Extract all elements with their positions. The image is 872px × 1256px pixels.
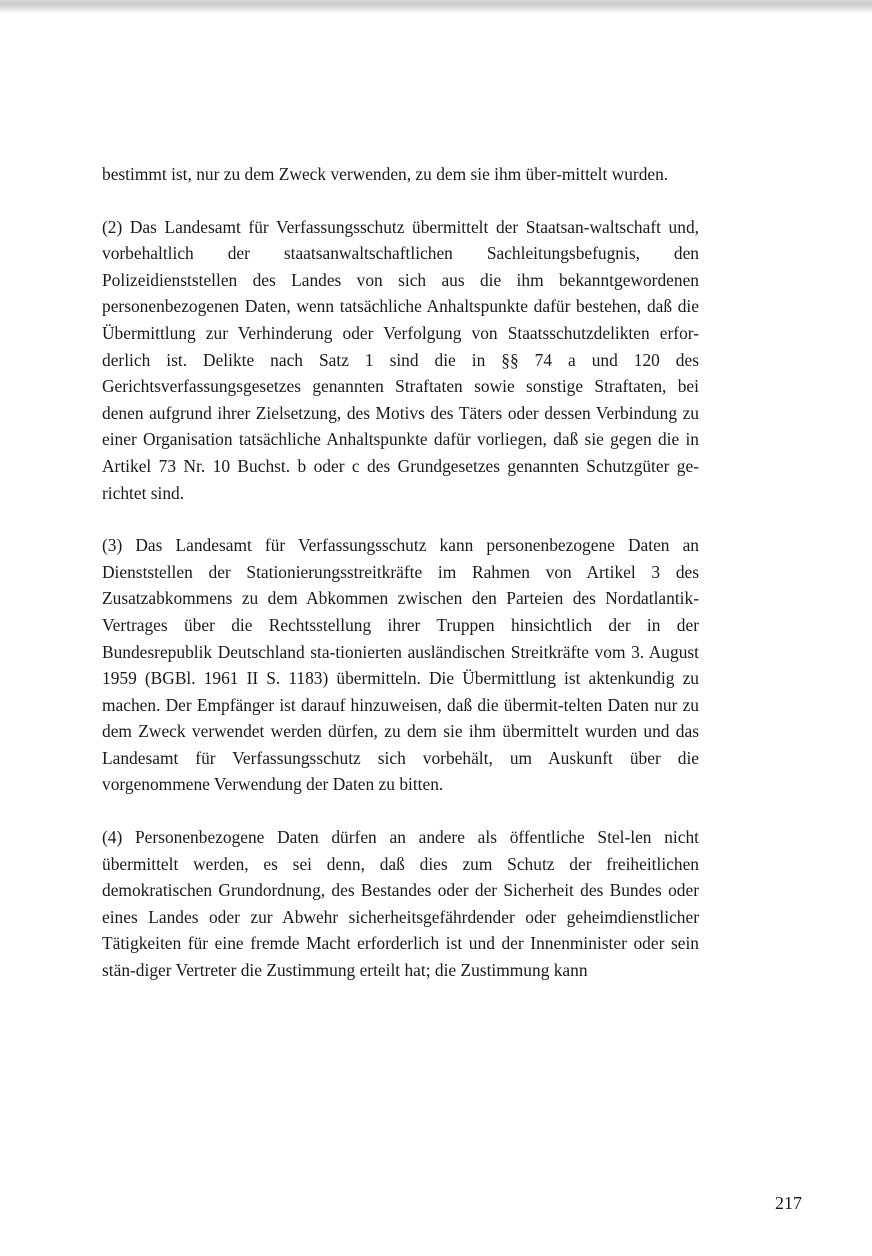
paragraph-section-3: (3) Das Landesamt für Verfassungsschutz kann personenbezogene Daten an Dienststellen der Stationierungsstreitkräfte im Rahmen von Artikel 3 des Zusatzabkommens zu dem Abkommen zwischen den Parteien des Nordatlantik-Vertrages über die Rechtsstellung ihrer Truppen hinsichtlich der in der Bundesrepublik Deutschland sta-tionierten ausländischen Streitkräfte vom 3. August 1959 (BGBl. 1961 II S. 1183) übermitteln. Die Übermittlung ist aktenkundig zu machen. Der Empfänger ist darauf hinzuweisen, daß die übermit-telten Daten nur zu dem Zweck verwendet werden dürfen, zu dem sie ihm übermittelt wurden und das Landesamt für Verfassungsschutz sich vorbehält, um Auskunft über die vorgenommene Verwendung der Daten zu bitten. [102, 535, 699, 795]
page-number: 217 [775, 1193, 802, 1213]
paragraph-continuation: bestimmt ist, nur zu dem Zweck verwenden, zu dem sie ihm über-mittelt wurden. [102, 164, 669, 184]
paragraph-section-4: (4) Personenbezogene Daten dürfen an andere als öffentliche Stel-len nicht übermittelt werden, es sei denn, daß dies zum Schutz der freiheitlichen demokratischen Grundordnung, des Bestandes oder der Sicherheit des Bundes oder eines Landes oder zur Abwehr sicherheitsgefährdender oder geheimdienstlicher Tätigkeiten für eine fremde Macht erforderlich ist und der Innenminister oder sein stän-diger Vertreter die Zustimmung erteilt hat; die Zustimmung kann [102, 827, 699, 981]
scan-top-edge [0, 0, 872, 14]
paragraph-section-2: (2) Das Landesamt für Verfassungsschutz übermittelt der Staatsan-waltschaft und, vorbehaltlich der staatsanwaltschaftlichen Sachleitungsbefugnis, den Polizeidienststellen des Landes von sich aus die ihm bekanntgewordenen personenbezogenen Daten, wenn tatsächliche Anhaltspunkte dafür bestehen, daß die Übermittlung zur Verhinderung oder Verfolgung von Staatsschutzdelikten erfor-derlich ist. Delikte nach Satz 1 sind die in §§ 74 a und 120 des Gerichtsverfassungsgesetzes genannten Straftaten sowie sonstige Straftaten, bei denen aufgrund ihrer Zielsetzung, des Motivs des Täters oder dessen Verbindung zu einer Organisation tatsächliche Anhaltspunkte dafür vorliegen, daß sie gegen die in Artikel 73 Nr. 10 Buchst. b oder c des Grundgesetzes genannten Schutzgüter ge-richtet sind. [102, 216, 699, 503]
page-body-text [102, 161, 699, 1010]
